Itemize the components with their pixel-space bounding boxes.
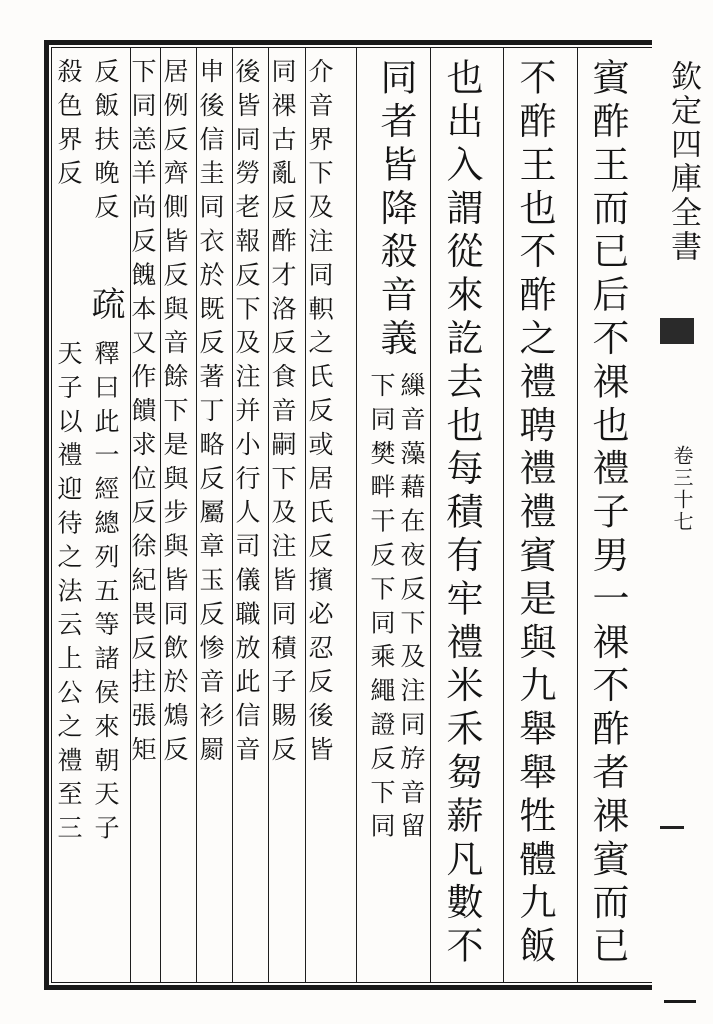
note-left: 下同樊畔干反下同乘繩證反下同: [367, 372, 396, 847]
note-column-2: 同祼古亂反酢才洛反食音嗣下及注皆同積子賜反: [268, 58, 297, 770]
commentary-heading: 疏: [85, 286, 125, 327]
column-rule: [430, 48, 431, 982]
text-column-1: 賓酢王而已后不祼也禮子男一祼不酢者祼賓而已: [586, 58, 629, 970]
note-column-7a: 反飯扶晚反: [91, 58, 120, 228]
note-column-1: 介音界下及注同軹之氏反或居氏反擯必忍反後皆: [305, 58, 334, 770]
note-column-6: 下同恙羊尚反餽本又作饋求位反徐紀畏反拄張矩: [128, 58, 157, 770]
bottom-mark: [664, 1000, 696, 1003]
column-rule: [356, 48, 357, 982]
text-column-2: 不酢王也不酢之禮聘禮禮賓是與九舉舉牲體九飯: [513, 58, 556, 970]
text-column-4: [361, 58, 429, 362]
column-rule: [577, 48, 578, 982]
margin-mark: [660, 826, 684, 829]
volume-label: 卷三十七: [670, 445, 694, 533]
text-column-3: 也出入謂從來訖去也每積有牢禮米禾芻薪凡數不: [440, 58, 483, 970]
note-column-3: 後皆同勞老報反下及注并小行人司儀職放此信音: [232, 58, 261, 770]
fish-tail-mark: [660, 318, 694, 344]
book-title: 欽定四庫全書: [665, 60, 701, 264]
column-rule: [503, 48, 504, 982]
note-right: 繅音藻藉在夜反下及注同斿音留: [397, 372, 426, 847]
text-column-4-notes: [362, 372, 430, 847]
note-column-5: 居例反齊側皆反與音餘下是與步與皆同飲於鴆反: [160, 58, 189, 770]
column-4-main: 同者皆降殺音義: [374, 58, 417, 362]
note-column-8a: 殺色界反: [54, 58, 83, 194]
note-column-4: 申後信圭同衣於既反著丁略反屬章玉反惨音衫罽: [196, 58, 225, 770]
note-column-7b: 釋曰此一經總列五等諸侯來朝天子: [91, 340, 120, 849]
note-column-8b: 天子以禮迎待之法云上公之禮至三: [54, 340, 83, 849]
